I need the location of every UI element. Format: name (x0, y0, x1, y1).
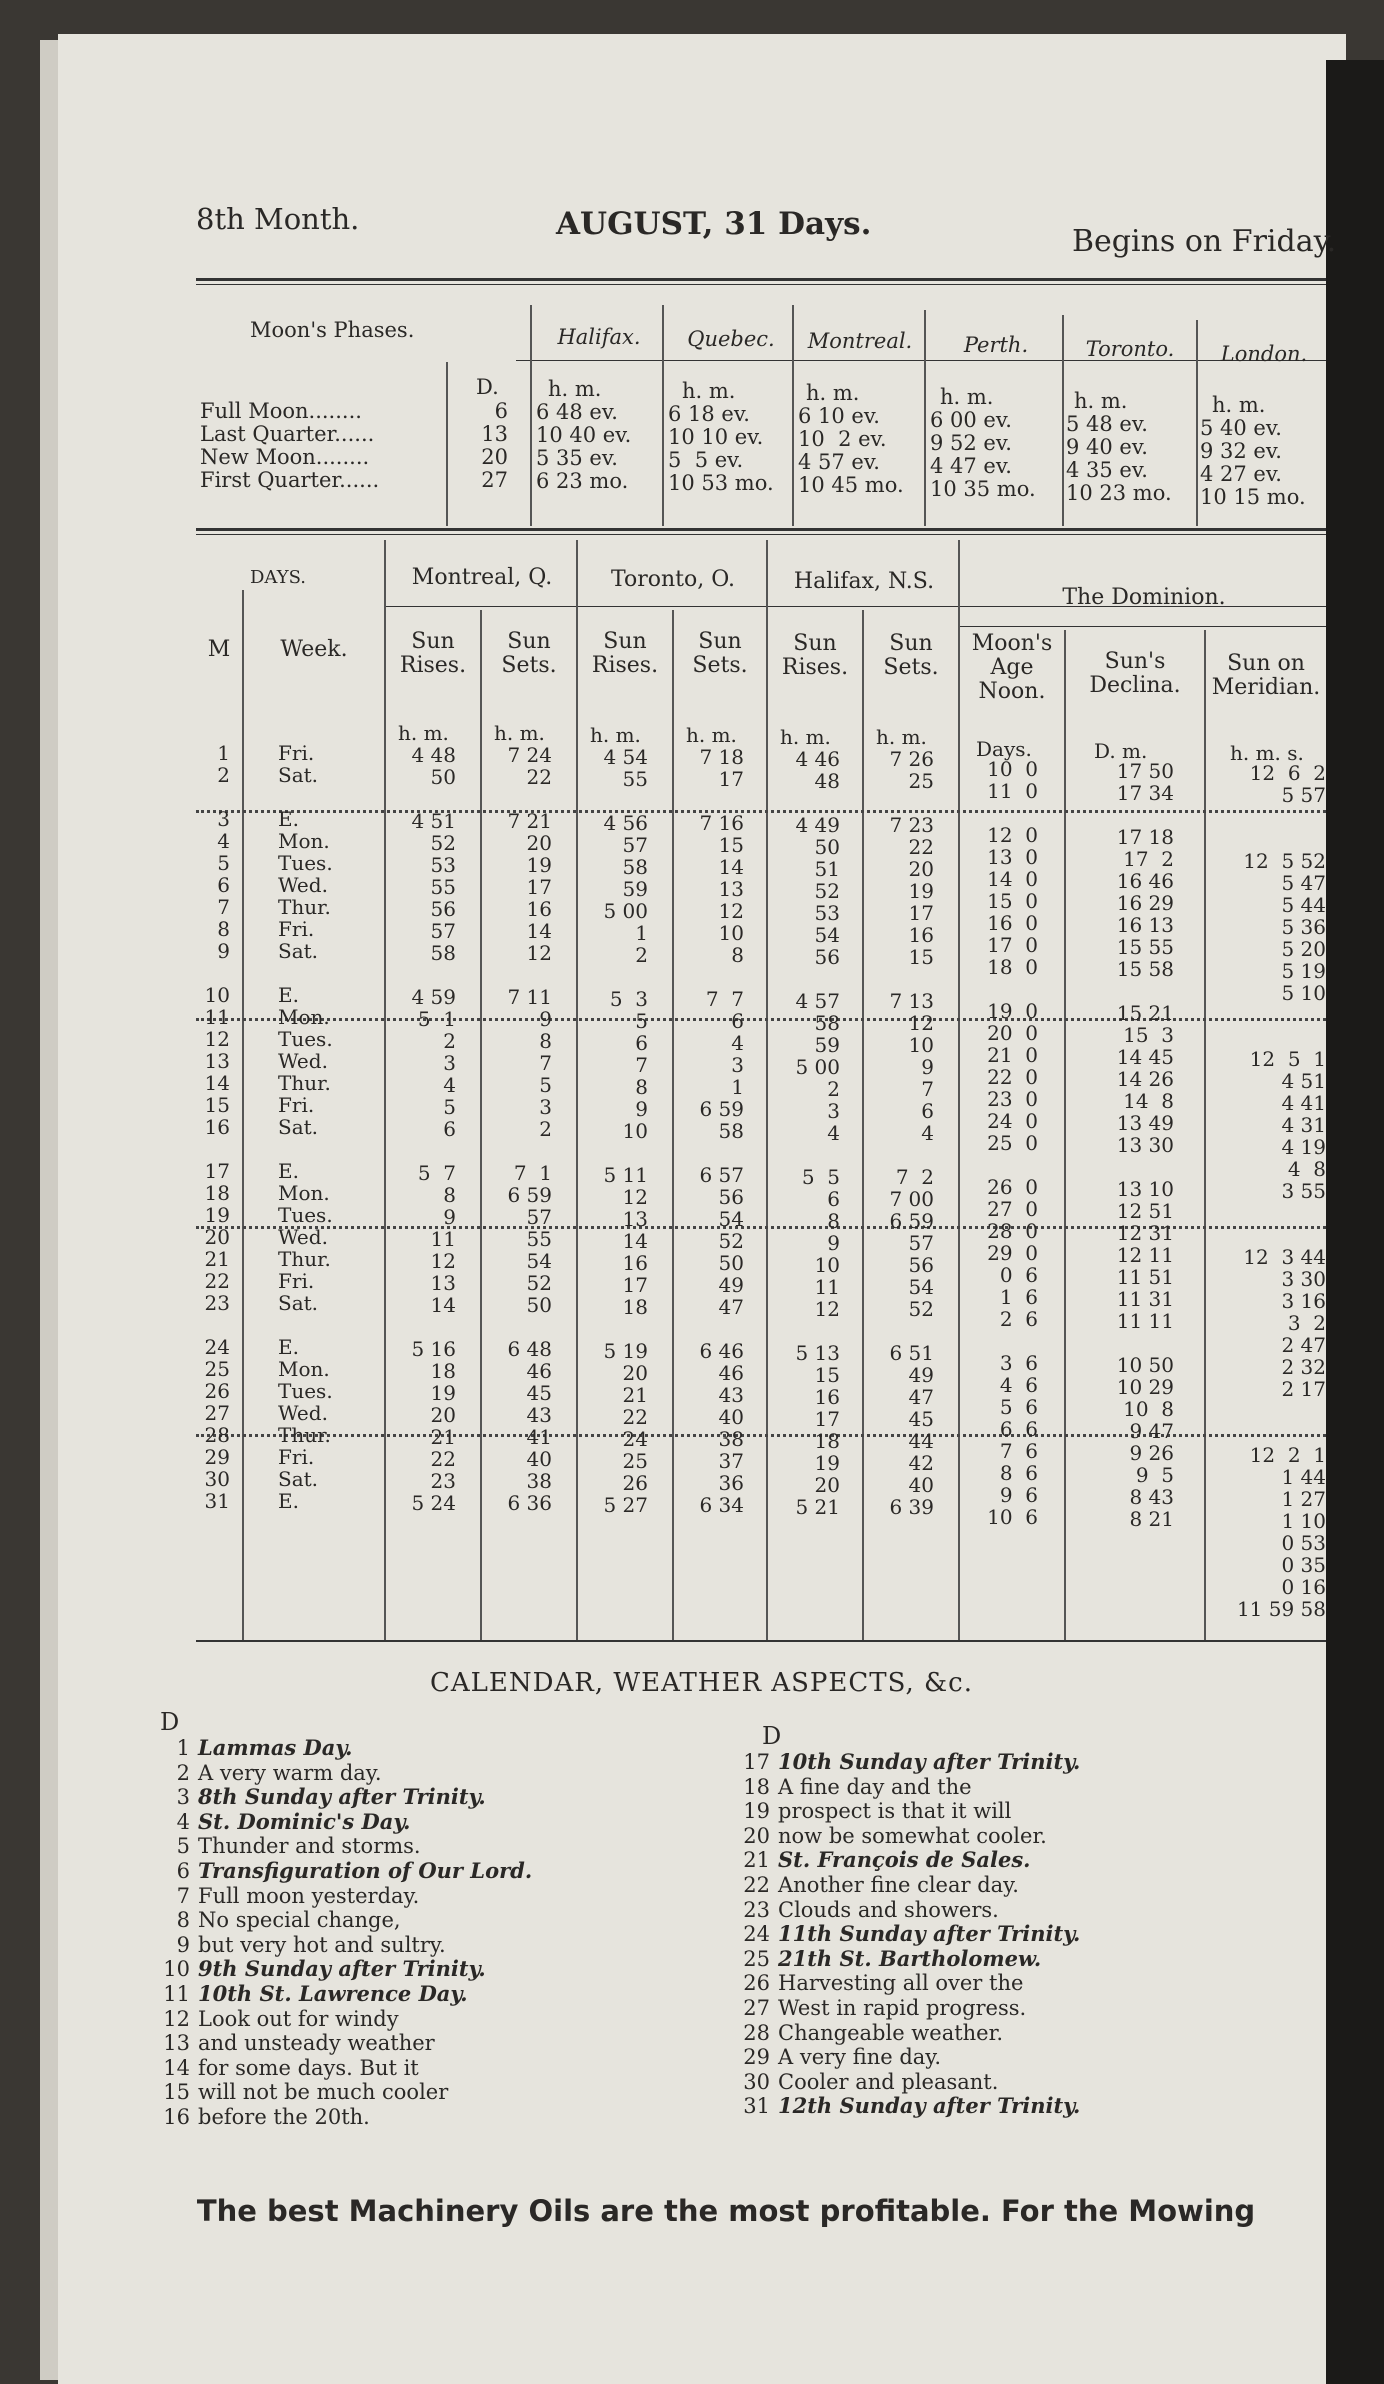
col-toronto-sets-values: 7 18 17 7 16 15 14 13 12 10 8 7 7 6 4 3 1 6 59 58 6 57 56 54 52 50 49 47 6 46 46 43 40 38 37 36 6 34 (699, 745, 744, 1517)
phase-time: 4 57 ev. (798, 450, 880, 474)
calendar-note: Cooler and pleasant. (778, 2069, 999, 2094)
calendar-entry (160, 1908, 532, 1933)
phase-time: 4 47 ev. (930, 454, 1012, 478)
unit-hm: h. m. (686, 723, 737, 747)
col-meridian-values: 12 6 2 5 57 12 5 52 5 47 5 44 5 36 5 20 5 19 5 10 12 5 1 4 51 4 41 4 31 4 19 4 8 3 55 12 3 44 3 30 3 16 3 2 2 47 2 32 2 17 12 2 1 1 44 1 27 1 10 0 53 0 35 0 16 11 59 58 (1236, 762, 1326, 1620)
moon-divider (530, 305, 532, 526)
phase-time: 5 48 ev. (1066, 412, 1148, 436)
table-divider (480, 610, 482, 1640)
calendar-day-number: 9 (176, 1932, 190, 1957)
moon-city-halifax: Halifax. (557, 325, 641, 349)
moon-divider (924, 310, 926, 526)
calendar-day-number: 29 (743, 2045, 770, 2070)
calendar-day-number: 28 (743, 2020, 770, 2045)
calendar-title: CALENDAR, WEATHER ASPECTS, &c. (430, 1668, 973, 1698)
unit-hms: h. m. s. (1230, 741, 1304, 765)
calendar-entry (160, 2007, 532, 2032)
phase-time: 10 2 ev. (798, 427, 887, 451)
unit-hm: h. m. (780, 725, 831, 749)
calendar-day-number: 30 (743, 2069, 770, 2094)
phase-name: New Moon........ (200, 445, 370, 469)
col-halifax-rises: Sun Rises. (781, 631, 849, 680)
calendar-note: Lammas Day. (198, 1735, 353, 1760)
top-rule (196, 278, 1326, 281)
calendar-entry (740, 2094, 1080, 2119)
unit-hm: h. m. (876, 725, 927, 749)
phase-time: 10 15 mo. (1200, 485, 1306, 509)
phase-day: 20 (481, 445, 508, 469)
calendar-entry (740, 2070, 1080, 2095)
month-label: 8th Month. (196, 202, 360, 236)
calendar-day-number: 3 (176, 1785, 190, 1810)
calendar-entry (160, 1933, 532, 1958)
calendar-day-number: 11 (163, 1981, 190, 2006)
phase-time: 5 5 ev. (668, 448, 744, 472)
calendar-note: 12th Sunday after Trinity. (778, 2093, 1081, 2119)
page-title: AUGUST, 31 Days. (556, 206, 872, 242)
calendar-note: 10th Sunday after Trinity. (778, 1749, 1081, 1774)
calendar-day-number: 19 (743, 1799, 770, 1824)
begins-label: Begins on Friday. (1072, 224, 1337, 259)
calendar-day-number: 20 (743, 1823, 770, 1848)
calendar-entry (740, 2045, 1080, 2070)
calendar-note: Transfiguration of Our Lord. (198, 1857, 533, 1883)
footer-advertisement: The best Machinery Oils are the most profitable. For the Mowing (196, 2194, 1256, 2228)
group-halifax: Halifax, N.S. (793, 569, 935, 594)
moon-hm-label: h. m. (940, 385, 994, 409)
calendar-note: Changeable weather. (778, 2020, 1004, 2045)
calendar-note: Another fine clear day. (778, 1872, 1019, 1897)
calendar-day-number: 16 (163, 2104, 190, 2129)
col-week-header: Week. (280, 637, 348, 662)
moon-phases-title: Moon's Phases. (250, 318, 415, 342)
phase-time: 6 00 ev. (930, 408, 1012, 432)
calendar-note: 10th St. Lawrence Day. (198, 1980, 468, 2006)
calendar-entry (160, 1761, 532, 1786)
dominion-rule (958, 626, 1326, 627)
calendar-day-number: 22 (743, 1872, 770, 1897)
col-sun-meridian: Sun on Meridian. (1211, 652, 1321, 700)
moon-city-montreal: Montreal. (807, 329, 913, 353)
calendar-entry (740, 1873, 1080, 1898)
phase-time: 5 35 ev. (536, 446, 618, 470)
calendar-day-number: 31 (743, 2094, 770, 2119)
phase-time: 4 35 ev. (1066, 458, 1148, 482)
calendar-day-number: 2 (176, 1760, 190, 1785)
calendar-day-number: 8 (176, 1908, 190, 1933)
unit-hm: h. m. (590, 723, 641, 747)
moon-hm-label: h. m. (806, 381, 860, 405)
phase-time: 6 10 ev. (798, 404, 880, 428)
phase-time: 6 18 ev. (668, 402, 750, 426)
unit-days: Days. (976, 737, 1032, 761)
phase-day: 6 (494, 399, 508, 423)
calendar-entry (740, 1799, 1080, 1824)
calendar-entry (740, 1775, 1080, 1800)
calendar-note: No special change, (198, 1908, 401, 1933)
table-bottom-rule (196, 1640, 1326, 1642)
days-header: DAYS. (250, 567, 306, 588)
calendar-note: A very warm day. (198, 1760, 382, 1785)
group-dominion: The Dominion. (1062, 585, 1226, 610)
col-weekdays: Fri. Sat. E. Mon. Tues. Wed. Thur. Fri. Sat. E. Mon. Tues. Wed. Thur. Fri. Sat. E. Mon. Tues. Wed. Thur. Fri. Sat. E. Mon. Tues. Wed. Thur. Fri. Sat. E. (278, 741, 333, 1513)
calendar-note: Harvesting all over the (778, 1971, 1024, 1996)
moon-hm-label: h. m. (1212, 393, 1266, 417)
col-montreal-sets: Sun Sets. (501, 629, 557, 678)
calendar-entry (740, 1898, 1080, 1923)
calendar-day-number: 5 (176, 1834, 190, 1859)
col-montreal-rises: Sun Rises. (399, 629, 467, 678)
calendar-note: St. Dominic's Day. (198, 1808, 411, 1834)
calendar-left-list (160, 1736, 532, 2130)
phase-time: 10 45 mo. (798, 473, 904, 497)
calendar-note: Thunder and storms. (198, 1834, 421, 1859)
calendar-entry (160, 2056, 532, 2081)
col-declination-values: 17 50 17 34 17 18 17 2 16 46 16 29 16 13 15 55 15 58 15 21 15 3 14 45 14 26 14 8 13 49 13 30 13 10 12 51 12 31 12 11 11 51 11 31 11 11 10 50 10 29 10 8 9 47 9 26 9 5 8 43 8 21 (1116, 759, 1174, 1531)
phase-time: 9 52 ev. (930, 431, 1012, 455)
calendar-entry (740, 1922, 1080, 1947)
phase-name: Full Moon........ (200, 399, 362, 423)
calendar-note: now be somewhat cooler. (778, 1823, 1047, 1848)
moon-city-quebec: Quebec. (687, 327, 775, 351)
table-divider (576, 540, 578, 1640)
calendar-note: for some days. But it (198, 2055, 419, 2080)
page-edge (40, 40, 60, 2380)
calendar-note: 8th Sunday after Trinity. (198, 1784, 486, 1810)
calendar-note: A very fine day. (778, 2045, 942, 2070)
calendar-entry (160, 1859, 532, 1884)
phase-time: 10 40 ev. (536, 423, 632, 447)
col-halifax-sets-values: 7 26 25 7 23 22 20 19 17 16 15 7 13 12 10 9 7 6 4 7 2 7 00 6 59 57 56 54 52 6 51 49 47 45 44 42 40 6 39 (889, 747, 934, 1519)
calendar-entry (740, 1996, 1080, 2021)
calendar-note: West in rapid progress. (778, 1995, 1027, 2020)
calendar-day-number: 4 (176, 1809, 190, 1834)
calendar-entry (740, 1750, 1080, 1775)
col-montreal-rises-values: 4 48 50 4 51 52 53 55 56 57 58 4 59 5 1 2 3 4 5 6 5 7 8 9 11 12 13 14 5 16 18 19 20 21 22 23 5 24 (411, 743, 456, 1515)
moon-divider (662, 305, 664, 526)
calendar-entry (160, 1884, 532, 1909)
calendar-d-label-right: D (762, 1722, 782, 1750)
calendar-entry (160, 1982, 532, 2007)
calendar-day-number: 25 (743, 1946, 770, 1971)
phase-time: 10 53 mo. (668, 471, 774, 495)
calendar-note: before the 20th. (198, 2104, 370, 2129)
unit-dm: D. m. (1094, 739, 1148, 763)
calendar-note: 11th Sunday after Trinity. (778, 1921, 1081, 1947)
calendar-day-number: 18 (743, 1774, 770, 1799)
moon-divider (446, 362, 448, 526)
moon-bottom-rule-thin (196, 534, 1326, 535)
phase-day: 27 (481, 468, 508, 492)
col-toronto-rises-values: 4 54 55 4 56 57 58 59 5 00 1 2 5 3 5 6 7 8 9 10 5 11 12 13 14 16 17 18 5 19 20 21 22 24 25 26 5 27 (603, 745, 648, 1517)
col-sun-declination: Sun's Declina. (1089, 649, 1181, 698)
moon-divider (792, 305, 794, 526)
calendar-day-number: 7 (176, 1883, 190, 1908)
phase-time: 9 32 ev. (1200, 439, 1282, 463)
col-toronto-sets: Sun Sets. (692, 629, 748, 678)
calendar-entry (740, 1848, 1080, 1873)
calendar-day-number: 10 (163, 1957, 190, 1982)
unit-hm: h. m. (398, 721, 449, 745)
group-toronto: Toronto, O. (611, 567, 735, 592)
calendar-entry (160, 2080, 532, 2105)
calendar-note: but very hot and sultry. (198, 1932, 446, 1957)
moon-divider (1062, 315, 1064, 526)
moon-bottom-rule (196, 528, 1326, 531)
calendar-note: and unsteady weather (198, 2031, 435, 2056)
calendar-note: 21th St. Bartholomew. (778, 1945, 1042, 1971)
col-montreal-sets-values: 7 24 22 7 21 20 19 17 16 14 12 7 11 9 8 7 5 3 2 7 1 6 59 57 55 54 52 50 6 48 46 45 43 41 40 38 6 36 (507, 743, 552, 1515)
table-divider (958, 540, 960, 1640)
moon-hm-label: h. m. (1074, 389, 1128, 413)
facing-page-edge (1326, 60, 1384, 2384)
calendar-day-number: 15 (163, 2080, 190, 2105)
phase-name: First Quarter...... (200, 468, 380, 492)
phase-time: 10 10 ev. (668, 425, 764, 449)
moon-d-label: D. (476, 375, 499, 399)
moon-hm-label: h. m. (682, 379, 736, 403)
calendar-entry (740, 1947, 1080, 1972)
moon-city-london: London. (1220, 342, 1308, 366)
calendar-day-number: 24 (743, 1922, 770, 1947)
calendar-note: prospect is that it will (778, 1799, 1012, 1824)
calendar-day-number: 27 (743, 1995, 770, 2020)
col-m-header: M (207, 637, 231, 662)
unit-hm: h. m. (494, 721, 545, 745)
calendar-note: A fine day and the (778, 1774, 972, 1799)
moon-city-perth: Perth. (963, 333, 1029, 357)
calendar-day-number: 26 (743, 1971, 770, 1996)
phase-name: Last Quarter...... (200, 422, 375, 446)
calendar-entry (160, 1834, 532, 1859)
moon-city-toronto: Toronto. (1085, 337, 1175, 361)
calendar-day-number: 13 (163, 2031, 190, 2056)
phase-time: 10 23 mo. (1066, 481, 1172, 505)
calendar-day-number: 6 (176, 1858, 190, 1883)
calendar-note: will not be much cooler (198, 2080, 449, 2105)
calendar-day-number: 21 (743, 1848, 770, 1873)
phase-time: 9 40 ev. (1066, 435, 1148, 459)
calendar-entry (160, 1736, 532, 1761)
col-moon-age: Moon's Age Noon. (971, 631, 1053, 704)
calendar-entry (740, 1971, 1080, 1996)
col-moon-age-values: 10 0 11 0 12 0 13 0 14 0 15 0 16 0 17 0 18 0 19 0 20 0 21 0 22 0 23 0 24 0 25 0 26 0 27 0 28 0 29 0 0 6 1 6 2 6 3 6 4 6 5 6 6 6 7 6 8 6 9 6 10 6 (987, 757, 1038, 1529)
calendar-entry (740, 1824, 1080, 1849)
phase-time: 4 27 ev. (1200, 462, 1282, 486)
col-halifax-sets: Sun Sets. (883, 631, 939, 680)
phase-time: 10 35 mo. (930, 477, 1036, 501)
calendar-right-list (740, 1750, 1080, 2119)
calendar-note: Clouds and showers. (778, 1897, 999, 1922)
calendar-entry (160, 1810, 532, 1835)
group-montreal: Montreal, Q. (411, 565, 553, 590)
phase-day: 13 (481, 422, 508, 446)
col-day-numbers: 1 2 3 4 5 6 7 8 9 10 11 12 13 14 15 16 17 18 19 20 21 22 23 24 25 26 27 28 29 30 31 (204, 741, 230, 1513)
calendar-day-number: 12 (163, 2006, 190, 2031)
moon-hm-label: h. m. (548, 377, 602, 401)
phase-time: 6 23 mo. (536, 469, 629, 493)
calendar-entry (160, 1785, 532, 1810)
calendar-day-number: 14 (163, 2055, 190, 2080)
calendar-note: Full moon yesterday. (198, 1883, 420, 1908)
table-divider (242, 590, 244, 1640)
calendar-note: 9th Sunday after Trinity. (198, 1956, 486, 1982)
moon-divider (1196, 320, 1198, 526)
calendar-entry (740, 2021, 1080, 2046)
calendar-entry (160, 2105, 532, 2130)
calendar-entry (160, 1957, 532, 1982)
phase-time: 5 40 ev. (1200, 416, 1282, 440)
calendar-d-label-left: D (160, 1708, 180, 1736)
calendar-day-number: 1 (176, 1736, 190, 1760)
calendar-note: Look out for windy (198, 2006, 399, 2031)
calendar-note: St. François de Sales. (778, 1847, 1031, 1873)
col-toronto-rises: Sun Rises. (591, 629, 659, 678)
calendar-day-number: 17 (743, 1750, 770, 1774)
calendar-entry (160, 2031, 532, 2056)
calendar-day-number: 23 (743, 1897, 770, 1922)
col-halifax-rises-values: 4 46 48 4 49 50 51 52 53 54 56 4 57 58 59 5 00 2 3 4 5 5 6 8 9 10 11 12 5 13 15 16 17 18 19 20 5 21 (795, 747, 840, 1519)
top-rule-thin (196, 284, 1326, 285)
phase-time: 6 48 ev. (536, 400, 618, 424)
